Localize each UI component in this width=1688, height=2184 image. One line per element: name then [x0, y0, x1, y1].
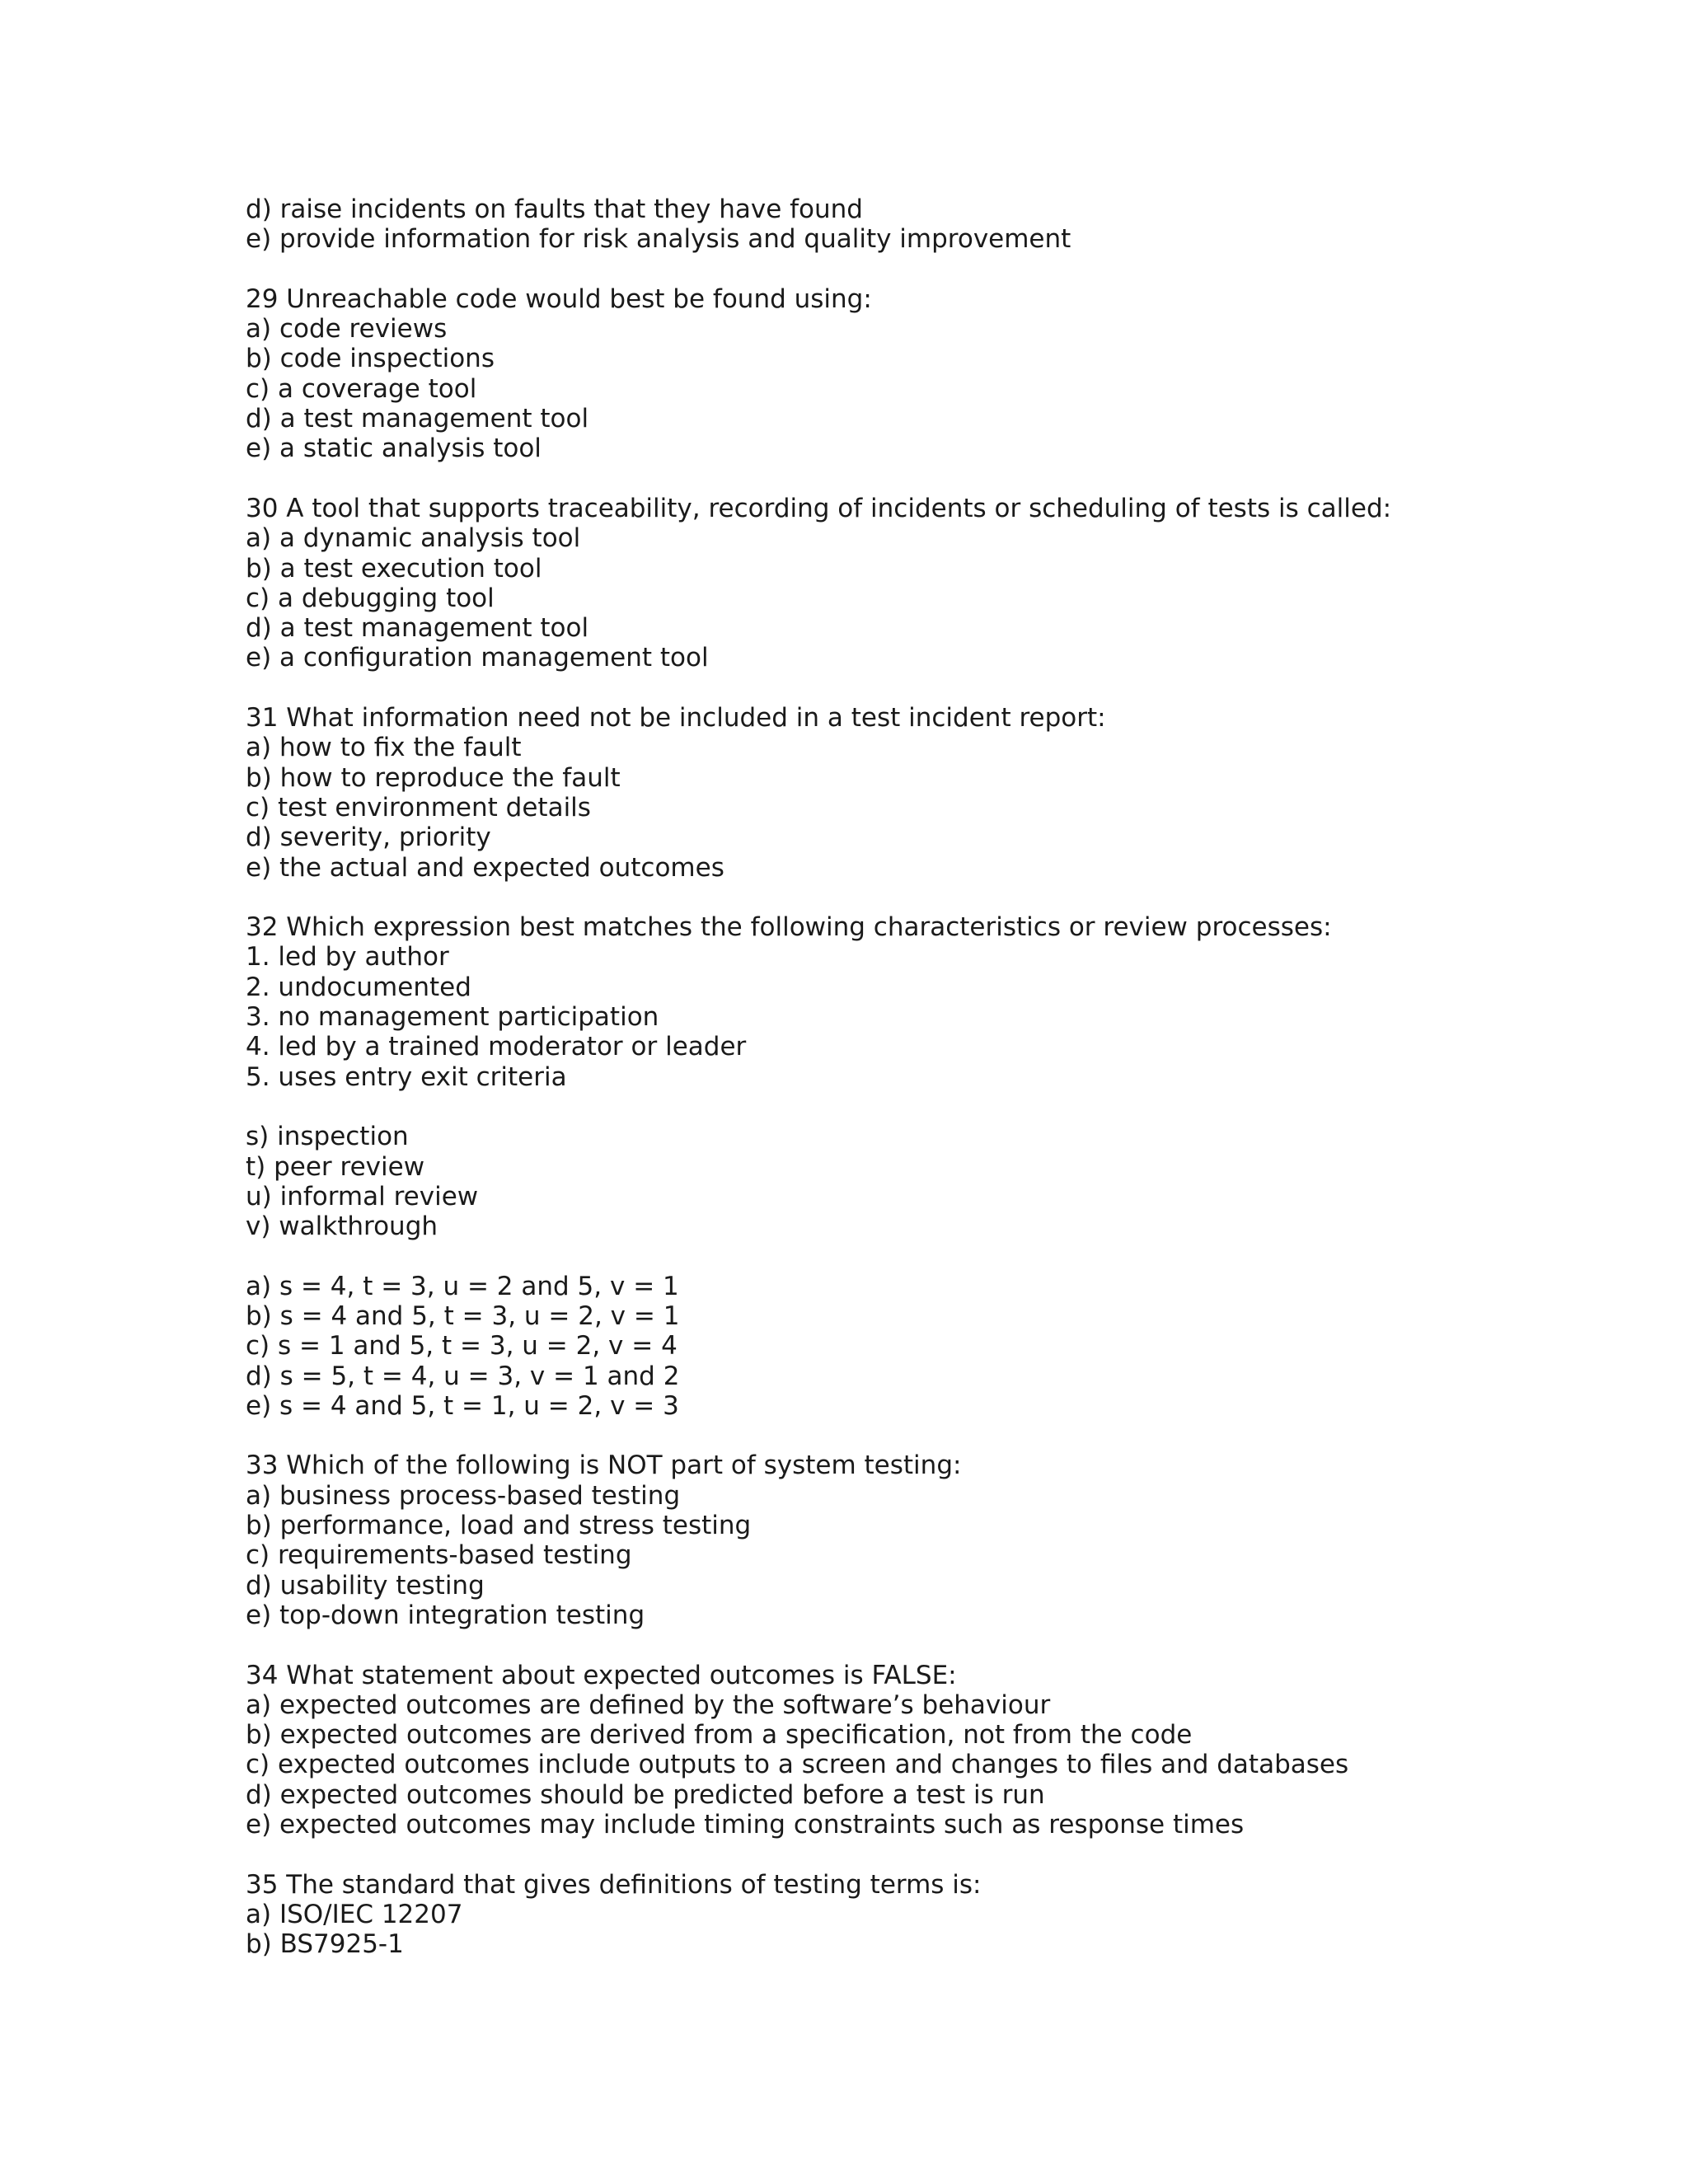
- option-line: b) s = 4 and 5, t = 3, u = 2, v = 1: [246, 1301, 680, 1331]
- document-page: [246, 194, 1647, 1990]
- option-line: d) raise incidents on faults that they have found: [246, 194, 863, 224]
- question-text: 32 Which expression best matches the following characteristics or review processes:: [246, 912, 1332, 943]
- question-30: [246, 494, 1647, 673]
- process-line: u) informal review: [246, 1181, 479, 1212]
- process-line: v) walkthrough: [246, 1212, 438, 1242]
- option-line: d) s = 5, t = 4, u = 3, v = 1 and 2: [246, 1361, 680, 1391]
- option-line: e) s = 4 and 5, t = 1, u = 2, v = 3: [246, 1390, 679, 1421]
- question-32: [246, 912, 1647, 1092]
- characteristic-line: 4. led by a trained moderator or leader: [246, 1032, 747, 1062]
- option-line: b) how to reproduce the fault: [246, 762, 621, 793]
- option-line: a) business process-based testing: [246, 1480, 681, 1511]
- option-line: b) a test execution tool: [246, 553, 542, 583]
- question-31: [246, 703, 1647, 883]
- question-35: [246, 1870, 1647, 1960]
- question-text: 34 What statement about expected outcomes is FALSE:: [246, 1660, 957, 1690]
- option-line: c) a coverage tool: [246, 373, 477, 404]
- option-line: a) how to fix the fault: [246, 733, 522, 763]
- process-line: t) peer review: [246, 1151, 425, 1182]
- question-32-options: [246, 1272, 1647, 1421]
- process-line: s) inspection: [246, 1122, 409, 1152]
- option-line: b) expected outcomes are derived from a specification, not from the code: [246, 1720, 1193, 1750]
- question-28-continuation: [246, 194, 1647, 255]
- question-text: 29 Unreachable code would best be found using:: [246, 284, 872, 314]
- question-33: [246, 1451, 1647, 1630]
- option-line: a) ISO/IEC 12207: [246, 1899, 463, 1929]
- question-text: 33 Which of the following is NOT part of system testing:: [246, 1451, 962, 1481]
- characteristic-line: 1. led by author: [246, 942, 449, 972]
- question-text: 30 A tool that supports traceability, recording of incidents or scheduling of tests is called:: [246, 493, 1392, 523]
- option-line: e) a configuration management tool: [246, 643, 709, 673]
- characteristic-line: 2. undocumented: [246, 972, 471, 1002]
- option-line: b) BS7925-1: [246, 1929, 404, 1960]
- option-line: d) a test management tool: [246, 404, 589, 434]
- option-line: a) a dynamic analysis tool: [246, 523, 581, 554]
- question-29: [246, 284, 1647, 464]
- characteristic-line: 5. uses entry exit criteria: [246, 1062, 567, 1092]
- option-line: c) requirements-based testing: [246, 1540, 632, 1571]
- option-line: e) the actual and expected outcomes: [246, 852, 724, 883]
- option-line: d) usability testing: [246, 1570, 485, 1601]
- characteristic-line: 3. no management participation: [246, 1002, 659, 1033]
- option-line: e) expected outcomes may include timing constraints such as response times: [246, 1810, 1245, 1840]
- option-line: b) performance, load and stress testing: [246, 1511, 752, 1541]
- option-line: a) s = 4, t = 3, u = 2 and 5, v = 1: [246, 1271, 679, 1301]
- option-line: e) provide information for risk analysis and quality improvement: [246, 224, 1071, 255]
- option-line: c) test environment details: [246, 792, 591, 823]
- option-line: d) a test management tool: [246, 613, 589, 644]
- option-line: d) severity, priority: [246, 823, 491, 853]
- option-line: a) code reviews: [246, 314, 448, 344]
- option-line: d) expected outcomes should be predicted before a test is run: [246, 1779, 1045, 1810]
- option-line: e) a static analysis tool: [246, 434, 542, 464]
- question-34: [246, 1661, 1647, 1840]
- question-text: 35 The standard that gives definitions of testing terms is:: [246, 1869, 982, 1900]
- option-line: c) a debugging tool: [246, 583, 495, 613]
- option-line: c) expected outcomes include outputs to a screen and changes to files and databases: [246, 1750, 1349, 1780]
- question-text: 31 What information need not be included in a test incident report:: [246, 703, 1106, 733]
- question-32-processes: [246, 1122, 1647, 1241]
- option-line: a) expected outcomes are defined by the software’s behaviour: [246, 1690, 1051, 1720]
- option-line: e) top-down integration testing: [246, 1600, 645, 1630]
- option-line: c) s = 1 and 5, t = 3, u = 2, v = 4: [246, 1331, 678, 1361]
- option-line: b) code inspections: [246, 344, 495, 374]
